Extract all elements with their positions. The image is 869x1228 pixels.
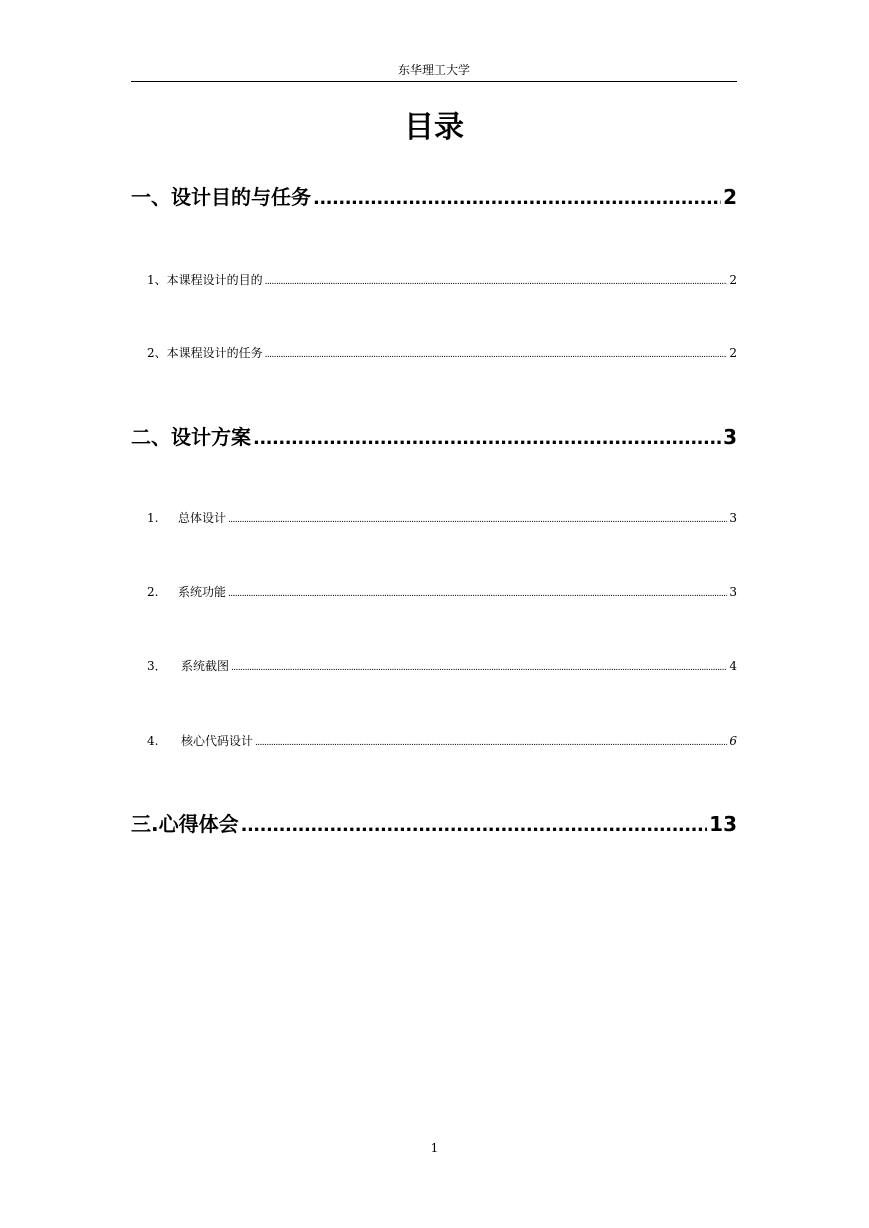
page-header: 东华理工大学 <box>397 63 470 77</box>
toc-entry-page: 2 <box>723 185 737 209</box>
toc-entry-number: 1. <box>147 511 159 525</box>
toc-entry-label <box>147 509 226 527</box>
toc-entry-label: 三.心得体会 <box>131 812 239 836</box>
toc-leader-dots <box>255 734 727 750</box>
header-rule <box>131 81 737 82</box>
toc-entry-page: 13 <box>709 812 737 836</box>
toc-entry-text: 系统功能 <box>178 585 227 599</box>
toc-entry-page: 3 <box>723 425 737 449</box>
toc-entry-label: 二、设计方案 <box>131 425 251 449</box>
toc-entry-text: 核心代码设计 <box>181 734 254 748</box>
toc-entry-1-1[interactable] <box>147 271 737 289</box>
toc-entry-page: 6 <box>729 734 737 748</box>
toc-leader-dots <box>253 424 721 452</box>
toc-entry-2-1[interactable] <box>147 509 737 527</box>
toc-leader-dots <box>228 585 727 601</box>
toc-entry-page: 4 <box>729 659 737 673</box>
toc-entry-label <box>147 732 253 750</box>
toc-leader-dots <box>228 511 727 527</box>
toc-entry-section-1[interactable] <box>131 182 737 212</box>
toc-entry-1-2[interactable] <box>147 344 737 362</box>
toc-entry-number: 3． <box>147 659 167 673</box>
toc-entry-label: 一、设计目的与任务 <box>131 185 311 209</box>
toc-entry-label <box>147 657 229 675</box>
toc-entry-label: 2、本课程设计的任务 <box>147 346 263 360</box>
toc-leader-dots <box>313 184 721 212</box>
toc-leader-dots <box>241 811 708 839</box>
toc-entry-page: 2 <box>729 346 737 360</box>
page-number: 1 <box>430 1141 439 1155</box>
toc-entry-text: 系统截图 <box>181 659 230 673</box>
toc-entry-text: 总体设计 <box>178 511 227 525</box>
toc-entry-label <box>147 583 226 601</box>
toc-entry-2-4[interactable] <box>147 732 737 750</box>
toc-entry-page: 3 <box>729 511 737 525</box>
toc-entry-label: 1、本课程设计的目的 <box>147 273 263 287</box>
toc-leader-dots <box>265 273 728 289</box>
toc-entry-2-3[interactable] <box>147 657 737 675</box>
toc-entry-number: 4. <box>147 734 159 748</box>
toc-title: 目录 <box>404 110 464 145</box>
toc-entry-page: 2 <box>729 273 737 287</box>
toc-entry-section-3[interactable] <box>131 809 737 839</box>
toc-entry-section-2[interactable] <box>131 422 737 452</box>
toc-entry-number: 2. <box>147 585 159 599</box>
toc-entry-page: 3 <box>729 585 737 599</box>
toc-entry-2-2[interactable] <box>147 583 737 601</box>
toc-leader-dots <box>231 659 727 675</box>
toc-leader-dots <box>265 346 728 362</box>
